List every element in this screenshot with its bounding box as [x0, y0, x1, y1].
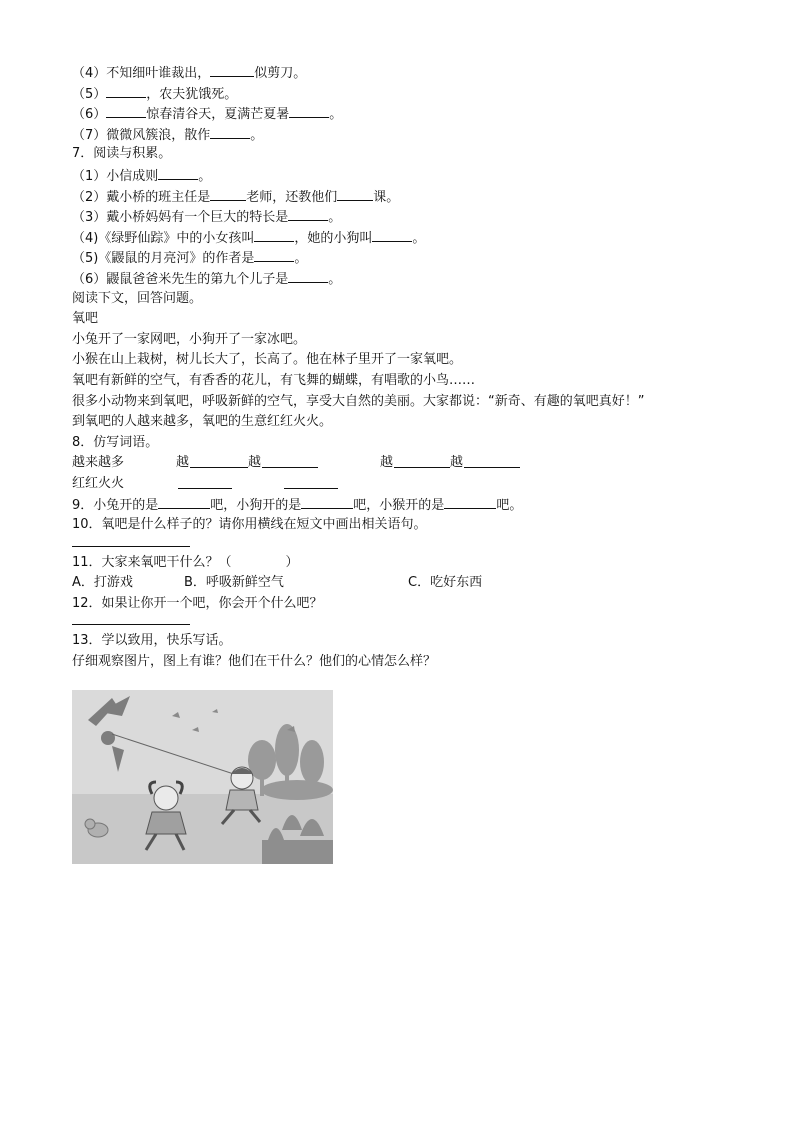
fill-blank[interactable]	[190, 453, 248, 468]
answer-line[interactable]	[72, 614, 190, 625]
reading-intro: 阅读下文，回答问题。	[72, 290, 203, 306]
fill-blank[interactable]	[288, 268, 328, 283]
fill-blank[interactable]	[158, 494, 210, 509]
example-word: 越来越多	[72, 455, 125, 471]
fill-blank[interactable]	[394, 453, 450, 468]
q12: 12．如果让你开一个吧，你会开个什么吧？	[72, 595, 323, 611]
fill-blank[interactable]	[254, 227, 294, 242]
fill-blank[interactable]	[284, 474, 338, 489]
reading-paragraph: 小兔开了一家网吧，小狗开了一家冰吧。	[72, 331, 307, 347]
poem-line-6: （6） 惊春清谷天，夏满芒夏暑 。	[72, 103, 752, 124]
example-word: 红红火火	[72, 475, 125, 491]
kite-illustration	[72, 690, 333, 864]
reading-title: 氧吧	[72, 311, 99, 327]
q8-row-1: 越来越多 越 越 越 越	[72, 453, 752, 474]
fill-blank[interactable]	[288, 206, 328, 221]
q7-item-2: （2）戴小桥的班主任是 老师，还教他们 课。	[72, 186, 752, 207]
q8-title: 8．仿写词语。	[72, 434, 159, 450]
q11-options	[72, 573, 752, 594]
answer-line[interactable]	[72, 536, 190, 547]
q10: 10．氧吧是什么样子的？请你用横线在短文中画出相关语句。	[72, 517, 427, 533]
q7-item-5: （5)《鼹鼠的月亮河》的作者是 。	[72, 247, 752, 268]
kite-scene-image	[72, 690, 333, 864]
fill-blank[interactable]	[178, 474, 232, 489]
fill-blank[interactable]	[444, 494, 496, 509]
q7-item-6: （6）鼹鼠爸爸米先生的第九个儿子是 。	[72, 268, 752, 289]
fill-blank[interactable]	[210, 124, 250, 139]
q9: 9．小兔开的是 吧，小狗开的是 吧，小猴开的是 吧。	[72, 494, 752, 515]
fill-blank[interactable]	[289, 103, 329, 118]
fill-blank[interactable]	[254, 247, 294, 262]
fill-blank[interactable]	[210, 186, 246, 201]
fill-blank[interactable]	[372, 227, 412, 242]
option-c[interactable]: C．吃好东西	[408, 575, 483, 591]
q7-item-4: （4)《绿野仙踪》中的小女孩叫 ，她的小狗叫 。	[72, 227, 752, 248]
poem-line-5: （5） ，农夫犹饿死。	[72, 83, 752, 104]
fill-blank[interactable]	[106, 103, 146, 118]
q13-title: 13．学以致用，快乐写话。	[72, 633, 232, 649]
q7-title: 7．阅读与积累。	[72, 146, 172, 162]
fill-blank[interactable]	[464, 453, 520, 468]
q13-prompt: 仔细观察图片，图上有谁？他们在干什么？他们的心情怎么样？	[72, 654, 437, 670]
poem-line-7: （7）微微风簇浪，散作 。	[72, 124, 752, 145]
worksheet	[72, 62, 752, 673]
fill-blank[interactable]	[106, 83, 146, 98]
option-b[interactable]: B．呼吸新鲜空气	[184, 575, 284, 591]
reading-paragraph: 到氧吧的人越来越多，氧吧的生意红红火火。	[72, 414, 333, 430]
q11: 11．大家来氧吧干什么？（ ）	[72, 554, 299, 570]
option-a[interactable]: A．打游戏	[72, 575, 133, 591]
poem-line-4: （4）不知细叶谁裁出， 似剪刀。	[72, 62, 752, 83]
fill-blank[interactable]	[301, 494, 353, 509]
q7-item-1: （1）小信成则 。	[72, 165, 752, 186]
reading-paragraph: 氧吧有新鲜的空气，有香香的花儿，有飞舞的蝴蝶，有唱歌的小鸟……	[72, 372, 476, 388]
q7-item-3: （3）戴小桥妈妈有一个巨大的特长是 。	[72, 206, 752, 227]
fill-blank[interactable]	[210, 62, 254, 77]
reading-paragraph: 小猴在山上栽树，树儿长大了，长高了。他在林子里开了一家氧吧。	[72, 352, 463, 368]
q8-row-2	[72, 474, 752, 495]
fill-blank[interactable]	[262, 453, 318, 468]
reading-paragraph: 很多小动物来到氧吧，呼吸新鲜的空气，享受大自然的美丽。大家都说：“新奇、有趣的氧吧真好！”	[72, 393, 645, 409]
fill-blank[interactable]	[337, 186, 373, 201]
fill-blank[interactable]	[158, 165, 198, 180]
